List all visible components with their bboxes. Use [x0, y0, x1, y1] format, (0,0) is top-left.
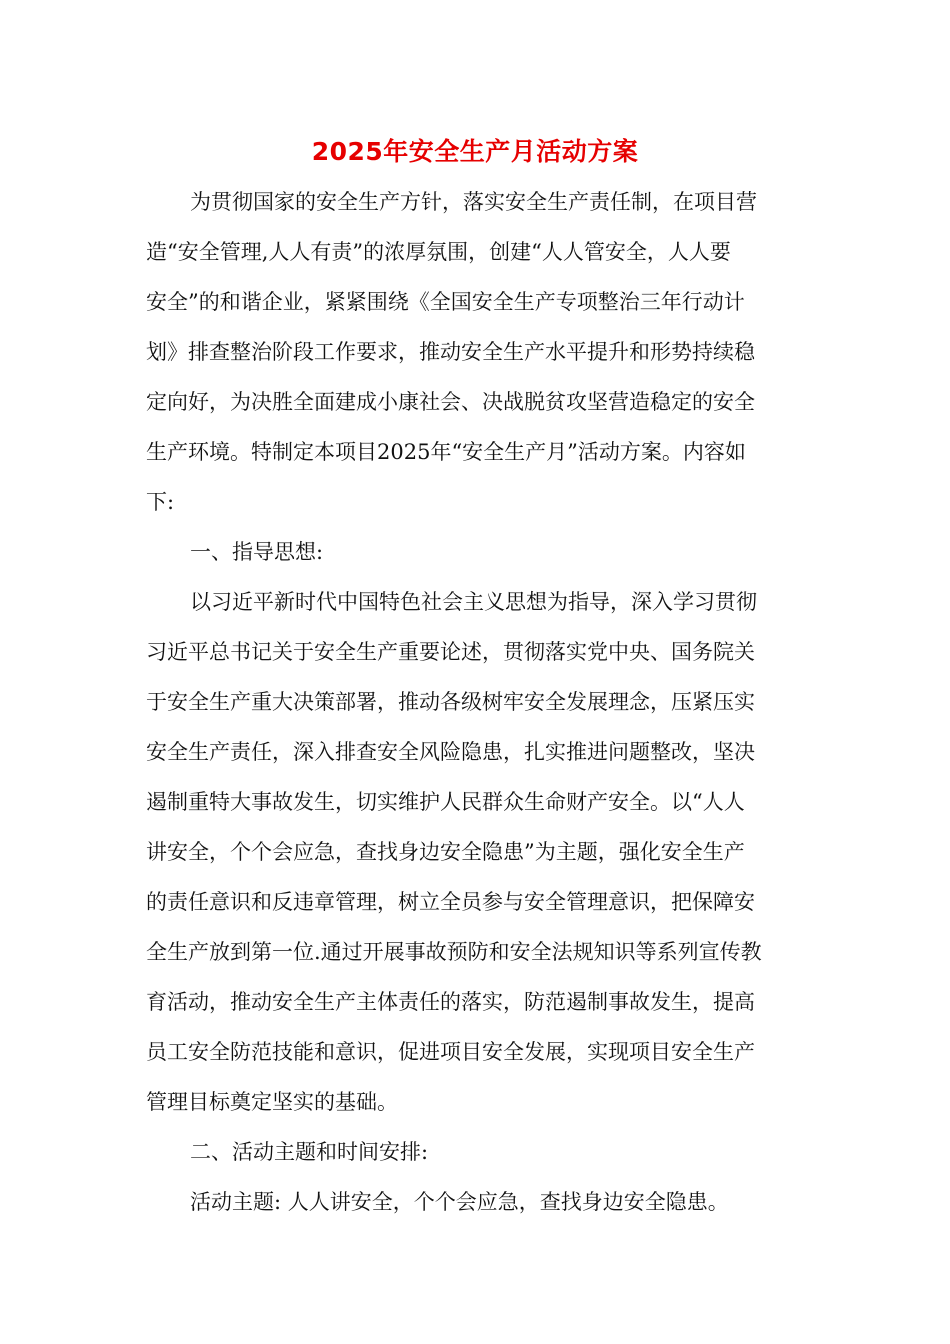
section-2-heading: 二、活动主题和时间安排: [190, 1140, 429, 1164]
section-1-line-7: 的责任意识和反违章管理，树立全员参与安全管理意识，把保障安 [146, 890, 755, 914]
section-2-theme: 活动主题: 人人讲安全，个个会应急，查找身边安全隐患。 [190, 1190, 729, 1214]
intro-line-7: 下: [146, 490, 175, 514]
intro-line-4: 划》排查整治阶段工作要求，推动安全生产水平提升和形势持续稳 [146, 340, 755, 364]
section-1-heading: 一、指导思想: [190, 540, 324, 564]
section-1-line-4: 安全生产责任，深入排查安全风险隐患，扎实推进问题整改，坚决 [146, 740, 755, 764]
intro-line-3: 安全”的和谐企业，紧紧围绕《全国安全生产专项整治三年行动计 [146, 290, 745, 314]
section-1-line-9: 育活动，推动安全生产主体责任的落实，防范遏制事故发生，提高 [146, 990, 755, 1014]
intro-line-2: 造“安全管理,人人有责”的浓厚氛围，创建“人人管安全，人人要 [146, 240, 731, 264]
section-1-line-8: 全生产放到第一位.通过开展事故预防和安全法规知识等系列宣传教 [146, 940, 762, 964]
intro-line-5: 定向好，为决胜全面建成小康社会、决战脱贫攻坚营造稳定的安全 [146, 390, 755, 414]
section-1-line-1: 以习近平新时代中国特色社会主义思想为指导，深入学习贯彻 [190, 590, 757, 614]
section-1-line-11: 管理目标奠定坚实的基础。 [146, 1090, 398, 1114]
document-title: 2025年安全生产月活动方案 [311, 137, 639, 166]
section-1-line-2: 习近平总书记关于安全生产重要论述，贯彻落实党中央、国务院关 [146, 640, 755, 664]
section-1-line-10: 员工安全防范技能和意识，促进项目安全发展，实现项目安全生产 [146, 1040, 755, 1064]
section-1-line-3: 于安全生产重大决策部署，推动各级树牢安全发展理念，压紧压实 [146, 690, 755, 714]
section-1-line-5: 遏制重特大事故发生，切实维护人民群众生命财产安全。以“人人 [146, 790, 745, 814]
intro-line-1: 为贯彻国家的安全生产方针，落实安全生产责任制，在项目营 [190, 190, 757, 214]
section-1-line-6: 讲安全，个个会应急，查找身边安全隐患”为主题，强化安全生产 [146, 840, 745, 864]
intro-line-6: 生产环境。特制定本项目2025年“安全生产月”活动方案。内容如 [146, 440, 746, 464]
